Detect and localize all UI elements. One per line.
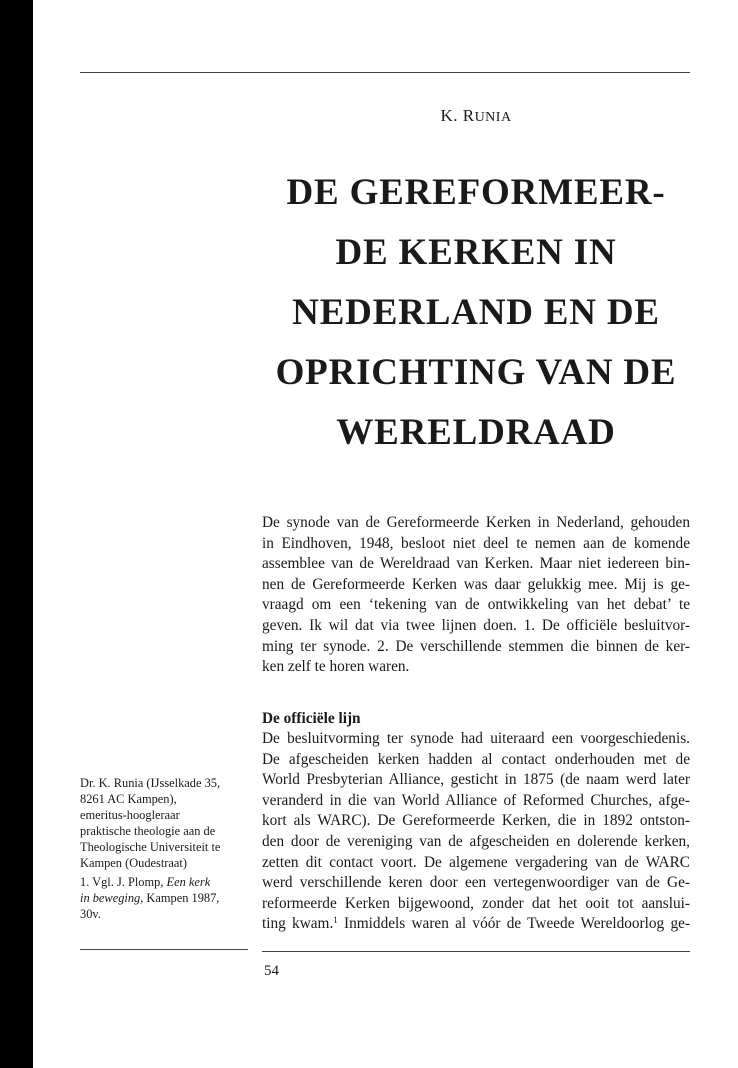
note-line: Dr. K. Runia (IJsselkade 35, xyxy=(80,776,221,790)
article-title xyxy=(262,163,690,463)
title-line: DE GEREFORMEER- xyxy=(286,172,666,213)
title-line: WERELDRAAD xyxy=(336,412,616,453)
note-line: praktische theologie aan de xyxy=(80,824,216,838)
note-line: 30v. xyxy=(80,907,101,921)
note-line: in beweging, Kampen 1987, xyxy=(80,891,220,905)
intro-paragraph xyxy=(262,513,690,678)
note-line: Kampen (Oudestraat) xyxy=(80,856,187,870)
text-line: vraagd om een ‘tekening van de ontwikkeling van het debat’ te xyxy=(262,596,690,614)
note-line: Theologische Universiteit te xyxy=(80,840,221,854)
text-line: den door de vereniging van de afgescheiden en dolerende kerken, xyxy=(262,832,690,850)
main-bottom-rule xyxy=(262,951,690,952)
text-line: kort als WARC). De Gereformeerde Kerken, die in 1892 ontston- xyxy=(262,812,690,830)
footnote-ref: 1 xyxy=(333,915,338,926)
text-line: ming ter synode. 2. De verschillende stemmen die binnen de ker- xyxy=(262,637,690,655)
scan-edge xyxy=(0,0,33,1068)
text-line: in Eindhoven, 1948, besloot niet deel te nemen aan de komende xyxy=(262,534,690,552)
title-line: OPRICHTING VAN DE xyxy=(275,352,677,393)
text-line: World Presbyterian Alliance, gesticht in 1875 (de naam werd later xyxy=(262,771,690,789)
text-line: De besluitvorming ter synode had uiteraard een voorgeschiedenis. xyxy=(262,730,690,747)
top-rule xyxy=(80,72,690,73)
text-line: reformeerde Kerken bijgewoond, zonder dat het ooit tot aanslui- xyxy=(262,894,690,912)
note-line: emeritus-hoogleraar xyxy=(80,808,180,822)
text-line: ken zelf te horen waren. xyxy=(262,658,410,676)
text-line: nen de Gereformeerde Kerken was daar gelukkig mee. Mij is ge- xyxy=(262,575,690,593)
footnote xyxy=(80,874,250,922)
text-line: De synode van de Gereformeerde Kerken in Nederland, gehouden xyxy=(262,514,690,531)
page-number: 54 xyxy=(264,963,279,979)
sidebar-bottom-rule xyxy=(80,949,248,950)
author-note xyxy=(80,775,250,871)
text-line: geven. Ik wil dat via twee lijnen doen. 1. De officiële besluitvor- xyxy=(262,616,690,634)
title-line: NEDERLAND EN DE xyxy=(292,292,660,333)
text-line: zetten dit contact voort. De algemene vergadering van de WARC xyxy=(262,853,690,871)
text-line: veranderd in die van World Alliance of Reformed Churches, afge- xyxy=(262,791,690,809)
text-line: De afgescheiden kerken hadden al contact onderhouden met de xyxy=(262,750,690,768)
text-line: ting kwam.$^1$ Inmiddels waren al vóór de Tweede Wereldoorlog ge- xyxy=(262,915,690,933)
section-heading: De officiële lijn xyxy=(262,710,361,727)
author-name: K. RUNIA xyxy=(440,106,512,125)
text-line: werd verschillende keren door een vertegenwoordiger van de Ge- xyxy=(262,874,690,892)
note-line: 1. Vgl. J. Plomp, Een kerk xyxy=(80,875,211,889)
text-line: assemblee van de Wereldraad van Kerken. Maar niet iedereen bin- xyxy=(262,555,690,573)
title-line: DE KERKEN IN xyxy=(335,232,617,273)
body-paragraph xyxy=(262,729,690,935)
note-line: 8261 AC Kampen), xyxy=(80,792,177,806)
